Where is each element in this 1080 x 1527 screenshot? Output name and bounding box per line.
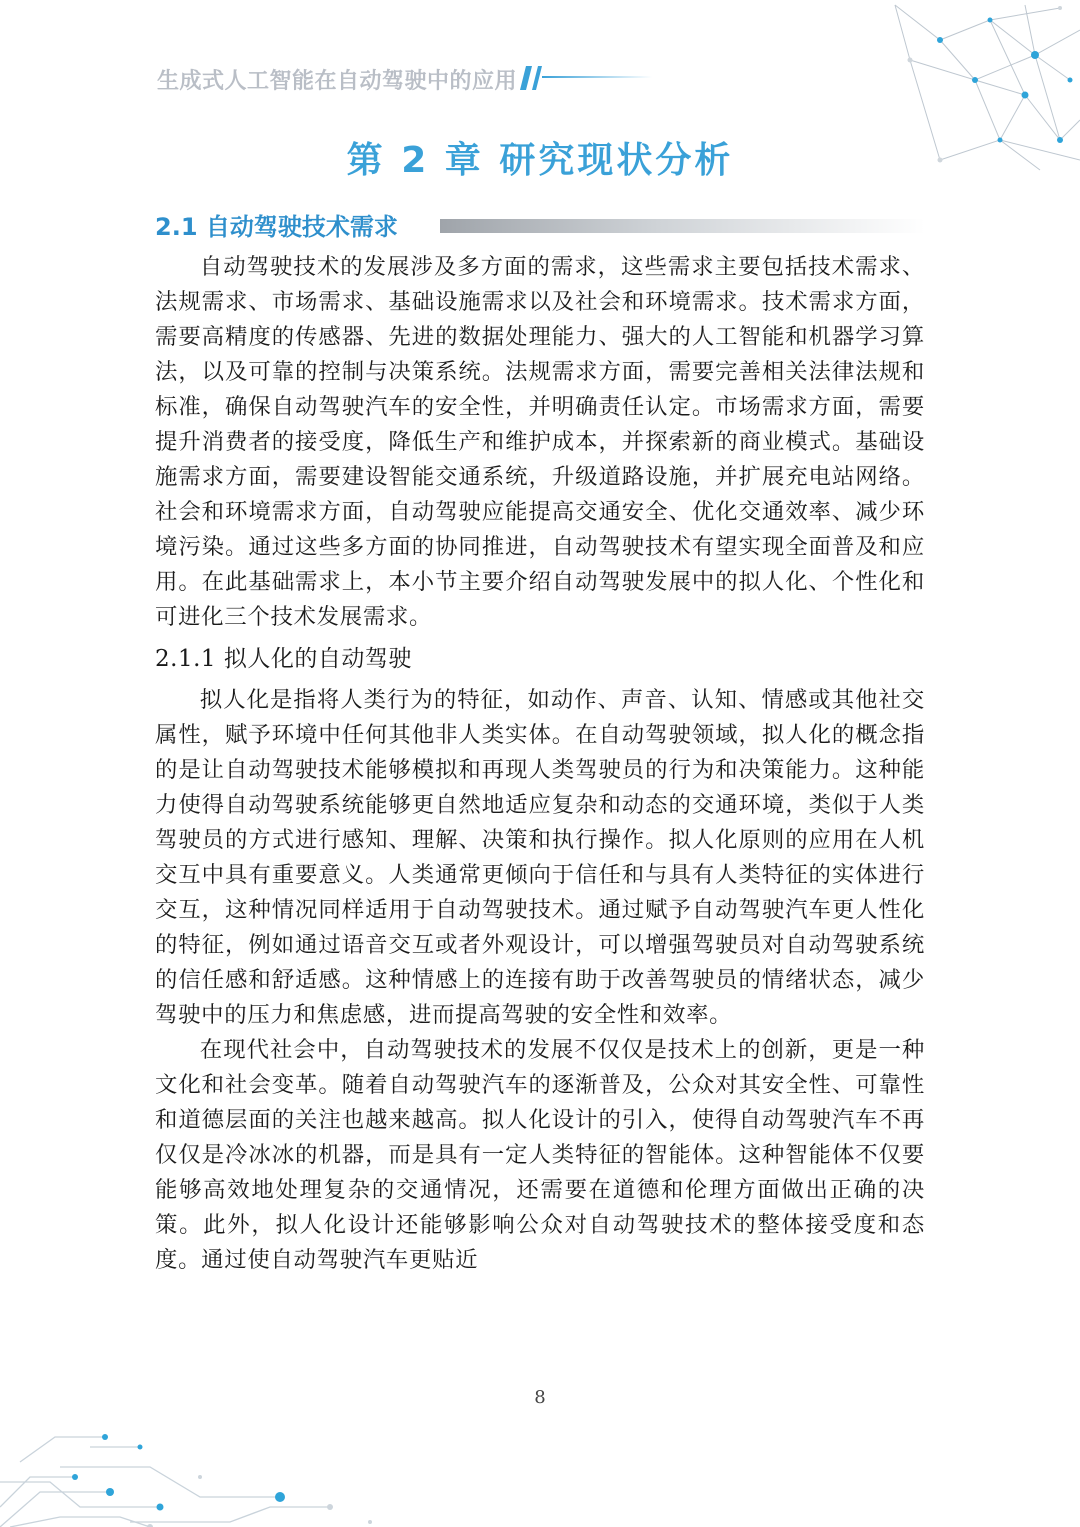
section-heading-bar (440, 219, 925, 233)
section-heading: 2.1 自动驾驶技术需求 (155, 212, 398, 241)
paragraph: 在现代社会中，自动驾驶技术的发展不仅仅是技术上的创新，更是一种文化和社会变革。随着自动驾驶汽车的逐渐普及，公众对其安全性、可靠性和道德层面的关注也越来越高。拟人化设计的引入，使得自动驾驶汽车不再仅仅是冷冰冰的机器，而是具有一定人类特征的智能体。这种智能体不仅要能够高效地处理复杂的交通情况，还需要在道德和伦理方面做出正确的决策。此外，拟人化设计还能够影响公众对自动驾驶技术的整体接受度和态度。通过使自动驾驶汽车更贴近 (155, 1037, 925, 1273)
body-text (155, 250, 925, 1278)
paragraph: 拟人化是指将人类行为的特征，如动作、声音、认知、情感或其他社交属性，赋予环境中任何其他非人类实体。在自动驾驶领域，拟人化的概念指的是让自动驾驶技术能够模拟和再现人类驾驶员的行为和决策能力。这种能力使得自动驾驶系统能够更自然地适应复杂和动态的交通环境，类似于人类驾驶员的方式进行感知、理解、决策和执行操作。拟人化原则的应用在人机交互中具有重要意义。人类通常更倾向于信任和与具有人类特征的实体进行交互，这种情况同样适用于自动驾驶技术。通过赋予自动驾驶汽车更人性化的特征，例如通过语音交互或者外观设计，可以增强驾驶员对自动驾驶系统的信任感和舒适感。这种情感上的连接有助于改善驾驶员的情绪状态，减少驾驶中的压力和焦虑感，进而提高驾驶的安全性和效率。 (155, 687, 925, 1028)
paragraph: 自动驾驶技术的发展涉及多方面的需求，这些需求主要包括技术需求、法规需求、市场需求、基础设施需求以及社会和环境需求。技术需求方面，需要高精度的传感器、先进的数据处理能力、强大的人工智能和机器学习算法，以及可靠的控制与决策系统。法规需求方面，需要完善相关法律法规和标准，确保自动驾驶汽车的安全性，并明确责任认定。市场需求方面，需要提升消费者的接受度，降低生产和维护成本，并探索新的商业模式。基础设施需求方面，需要建设智能交通系统，升级道路设施，并扩展充电站网络。社会和环境需求方面，自动驾驶应能提高交通安全、优化交通效率、减少环境污染。通过这些多方面的协同推进，自动驾驶技术有望实现全面普及和应用。在此基础需求上，本小节主要介绍自动驾驶发展中的拟人化、个性化和可进化三个技术发展需求。 (155, 254, 925, 630)
subsection-heading: 2.1.1 拟人化的自动驾驶 (155, 646, 412, 672)
circuit-decoration-graphic (0, 1377, 400, 1527)
chapter-title: 第 2 章 研究现状分析 (346, 140, 734, 181)
header-slash-mark-icon (512, 64, 662, 92)
page-number: 8 (534, 1387, 546, 1408)
running-header-title: 生成式人工智能在自动驾驶中的应用 (157, 69, 518, 94)
